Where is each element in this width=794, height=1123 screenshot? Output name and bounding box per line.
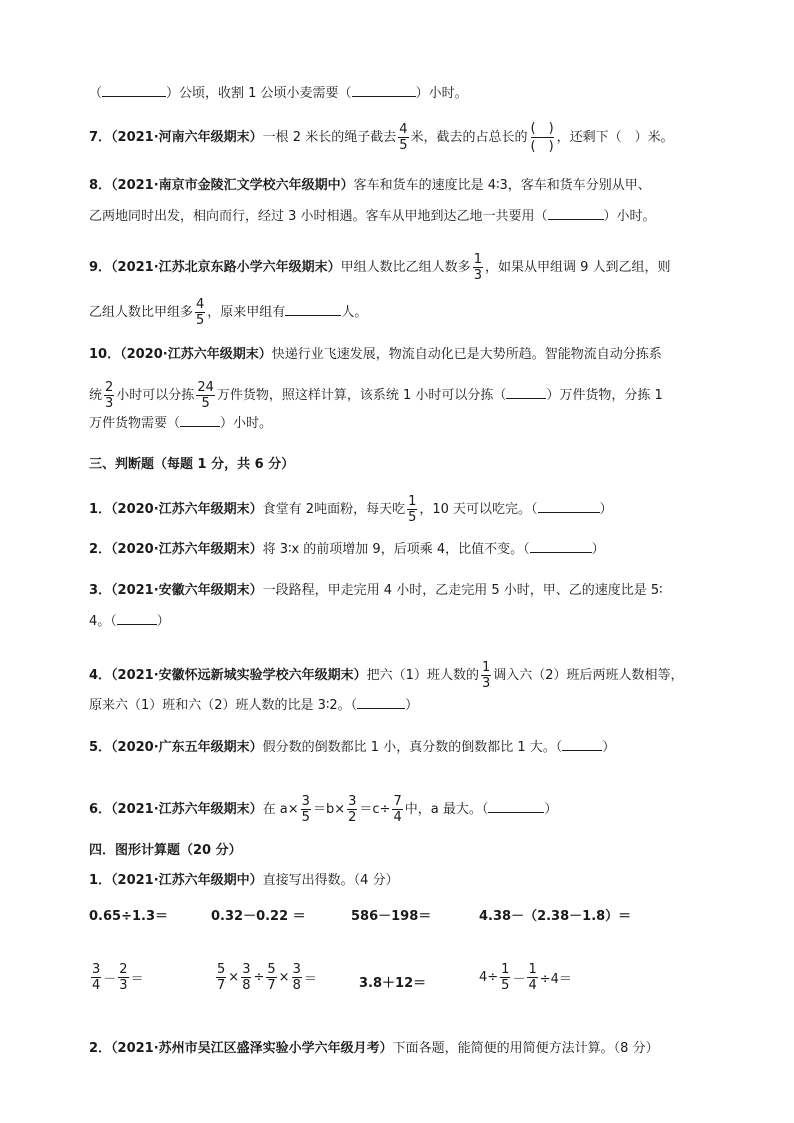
question-number: 5． xyxy=(89,740,112,755)
fraction: $\frac{5}{7}$ xyxy=(217,962,226,993)
continued-line xyxy=(89,84,468,103)
question-text: 一段路程，甲走完用 4 小时，乙走完用 5 小时，甲、乙的速度比是 5∶ xyxy=(262,583,663,598)
question-9-line-2 xyxy=(89,297,367,328)
question-text: 乙组人数比甲组多 xyxy=(89,305,194,320)
fraction: $\frac{1}{5}$ xyxy=(408,494,417,525)
question-source: （2021·安徽怀远新城实验学校六年级期末） xyxy=(111,668,367,683)
expression: 0.65÷1.3＝ xyxy=(89,909,168,924)
question-text: ＝c÷ xyxy=(359,802,391,817)
answer-blank[interactable] xyxy=(180,414,220,427)
question-number: 3． xyxy=(89,583,112,598)
answer-blank[interactable] xyxy=(488,800,544,813)
question-text: 乙两地同时出发，相向而行，经过 3 小时相遇。客车从甲地到达乙地一共要用（ xyxy=(89,209,548,224)
question-text: 直接写出得数。（4 分） xyxy=(262,873,399,888)
fraction: $\frac{3}{8}$ xyxy=(242,962,251,993)
question-number: 4． xyxy=(89,668,112,683)
fraction: $\frac{1}{3}$ xyxy=(481,660,491,691)
question-text: 统 xyxy=(89,388,103,403)
expression: 586－198＝ xyxy=(351,909,432,924)
answer-blank[interactable] xyxy=(562,738,602,751)
judge-5 xyxy=(89,738,615,757)
question-text: ）小时。 xyxy=(603,209,656,224)
question-number: 7． xyxy=(89,130,112,145)
question-text: 把六（1）班人数的 xyxy=(366,668,479,683)
expression: 3.8＋12＝ xyxy=(359,976,427,991)
question-source: （2021·河南六年级期末） xyxy=(111,130,263,145)
answer-blank[interactable] xyxy=(548,207,604,220)
question-text: 一根 2 米长的绳子截去 xyxy=(262,130,397,145)
question-source: （2021·安徽六年级期末） xyxy=(111,583,263,598)
fraction: $\frac{2}{3}$ xyxy=(105,380,114,411)
judge-6 xyxy=(89,794,557,825)
fraction: $\frac{24}{5}$ xyxy=(197,380,214,411)
judge-1 xyxy=(89,494,613,525)
answer-blank[interactable] xyxy=(506,386,546,399)
text: ）小时。 xyxy=(415,86,468,101)
question-8-line-2 xyxy=(89,207,656,226)
question-text: 将 3∶x 的前项增加 9，后项乘 4，比值不变。（ xyxy=(262,542,530,557)
question-text: ，10 天可以吃完。（ xyxy=(419,502,538,517)
question-10-line-3 xyxy=(89,414,272,433)
question-text: 万件货物需要（ xyxy=(89,416,181,431)
question-number: 8． xyxy=(89,178,112,193)
judge-4 xyxy=(89,660,684,691)
question-number: 10． xyxy=(89,347,121,362)
question-text: 下面各题，能简便的用简便方法计算。（8 分） xyxy=(392,1041,659,1056)
expression: 4÷ $\frac{1}{5}$ － $\frac{1}{4}$ ÷4＝ xyxy=(479,962,572,993)
fraction: $\frac{7}{4}$ xyxy=(393,794,402,825)
question-text: ，如果从甲组调 9 人到乙组，则 xyxy=(484,260,671,275)
answer-blank[interactable] xyxy=(285,303,341,316)
question-10-line-2 xyxy=(89,380,663,411)
question-number: 2． xyxy=(89,542,112,557)
question-text: 甲组人数比乙组人数多 xyxy=(340,260,471,275)
answer-blank[interactable] xyxy=(102,84,166,97)
question-source: （2021·江苏六年级期中） xyxy=(111,873,263,888)
question-number: 2． xyxy=(89,1041,112,1056)
section-title: 四．图形计算题（20 分） xyxy=(89,843,242,858)
calc-2 xyxy=(89,1040,659,1058)
expression: $\frac{5}{7}$ × $\frac{3}{8}$ ÷ $\frac{5}{7}$ × $\frac{3}{8}$ ＝ xyxy=(217,962,317,993)
fraction: $\frac{1}{5}$ xyxy=(501,962,510,993)
expression: $\frac{3}{4}$ － $\frac{2}{3}$ ＝ xyxy=(92,962,144,993)
fraction: $\frac{4}{5}$ xyxy=(399,122,408,153)
answer-blank[interactable] xyxy=(357,696,405,709)
question-source: （2020·江苏六年级期末） xyxy=(111,502,263,517)
fraction: $\frac{1}{4}$ xyxy=(528,962,537,993)
question-number: 6． xyxy=(89,802,112,817)
judge-4-line-2 xyxy=(89,696,418,715)
question-text: ） xyxy=(599,502,613,517)
question-text: ，原来甲组有 xyxy=(207,305,286,320)
fraction: $\frac{3}{2}$ xyxy=(348,794,357,825)
question-number: 1． xyxy=(89,502,112,517)
question-text: ） xyxy=(156,614,170,629)
question-text: ） xyxy=(544,802,558,817)
text: （ xyxy=(89,86,103,101)
question-text: 客车和货车的速度比是 4∶3，客车和货车分别从甲、 xyxy=(353,178,651,193)
fraction: $\frac{3}{4}$ xyxy=(92,962,101,993)
question-source: （2021·苏州市吴江区盛泽实验小学六年级月考） xyxy=(111,1041,393,1056)
judge-3-line-2 xyxy=(89,612,170,631)
answer-blank[interactable] xyxy=(538,500,600,513)
section-title: 三、判断题（每题 1 分，共 6 分） xyxy=(89,457,295,472)
question-text: 米，截去的占总长的 xyxy=(410,130,528,145)
answer-blank[interactable] xyxy=(530,540,592,553)
question-text: 中，a 最大。（ xyxy=(404,802,489,817)
question-source: （2021·江苏北京东路小学六年级期末） xyxy=(111,260,341,275)
question-10 xyxy=(89,346,662,364)
answer-blank[interactable] xyxy=(352,84,416,97)
judge-2 xyxy=(89,540,605,559)
question-text: ） xyxy=(591,542,605,557)
question-text: 调入六（2）班后两班人数相等， xyxy=(493,668,684,683)
question-source: （2020·广东五年级期末） xyxy=(111,740,263,755)
judge-3 xyxy=(89,582,663,600)
expression: 0.32－0.22 ＝ xyxy=(211,909,306,924)
fraction: $\frac{4}{5}$ xyxy=(196,297,205,328)
question-text: 假分数的倒数都比 1 小，真分数的倒数都比 1 大。（ xyxy=(262,740,563,755)
fraction: $\frac{1}{3}$ xyxy=(473,252,482,283)
fraction: $\frac{2}{3}$ xyxy=(119,962,128,993)
question-source: （2020·江苏六年级期末） xyxy=(120,347,272,362)
fraction: $\frac{3}{8}$ xyxy=(292,962,301,993)
question-text: 人。 xyxy=(341,305,368,320)
question-source: （2020·江苏六年级期末） xyxy=(111,542,263,557)
paren-fraction-blank[interactable]: ( ) ( ) xyxy=(530,121,554,154)
question-text: ） xyxy=(405,698,419,713)
answer-blank[interactable] xyxy=(117,612,157,625)
question-8 xyxy=(89,177,651,195)
question-7 xyxy=(89,120,674,155)
question-text: ＝b× xyxy=(312,802,346,817)
fraction: $\frac{5}{7}$ xyxy=(267,962,276,993)
question-text: 快递行业飞速发展，物流自动化已是大势所趋。智能物流自动分拣系 xyxy=(271,347,662,362)
question-number: 1． xyxy=(89,873,112,888)
question-text: ）万件货物，分拣 1 xyxy=(546,388,663,403)
question-text: ，还剩下（ ）米。 xyxy=(556,130,674,145)
question-9 xyxy=(89,252,671,283)
calc-1 xyxy=(89,872,399,890)
question-text: 食堂有 2吨面粉，每天吃 xyxy=(262,502,406,517)
question-text: ）小时。 xyxy=(220,416,273,431)
question-text: 万件货物，照这样计算，该系统 1 小时可以分拣（ xyxy=(216,388,507,403)
text: ）公顷，收割 1 公顷小麦需要（ xyxy=(166,86,352,101)
expression: 4.38－（2.38－1.8）＝ xyxy=(479,909,632,924)
question-text: 在 a× xyxy=(262,802,299,817)
question-text: ） xyxy=(602,740,616,755)
fraction: $\frac{3}{5}$ xyxy=(301,794,310,825)
question-text: 小时可以分拣 xyxy=(116,388,195,403)
question-text: 4。（ xyxy=(89,614,117,629)
question-source: （2021·南京市金陵汇文学校六年级期中） xyxy=(111,178,354,193)
question-number: 9． xyxy=(89,260,112,275)
question-text: 原来六（1）班和六（2）班人数的比是 3∶2。（ xyxy=(89,698,358,713)
question-source: （2021·江苏六年级期末） xyxy=(111,802,263,817)
